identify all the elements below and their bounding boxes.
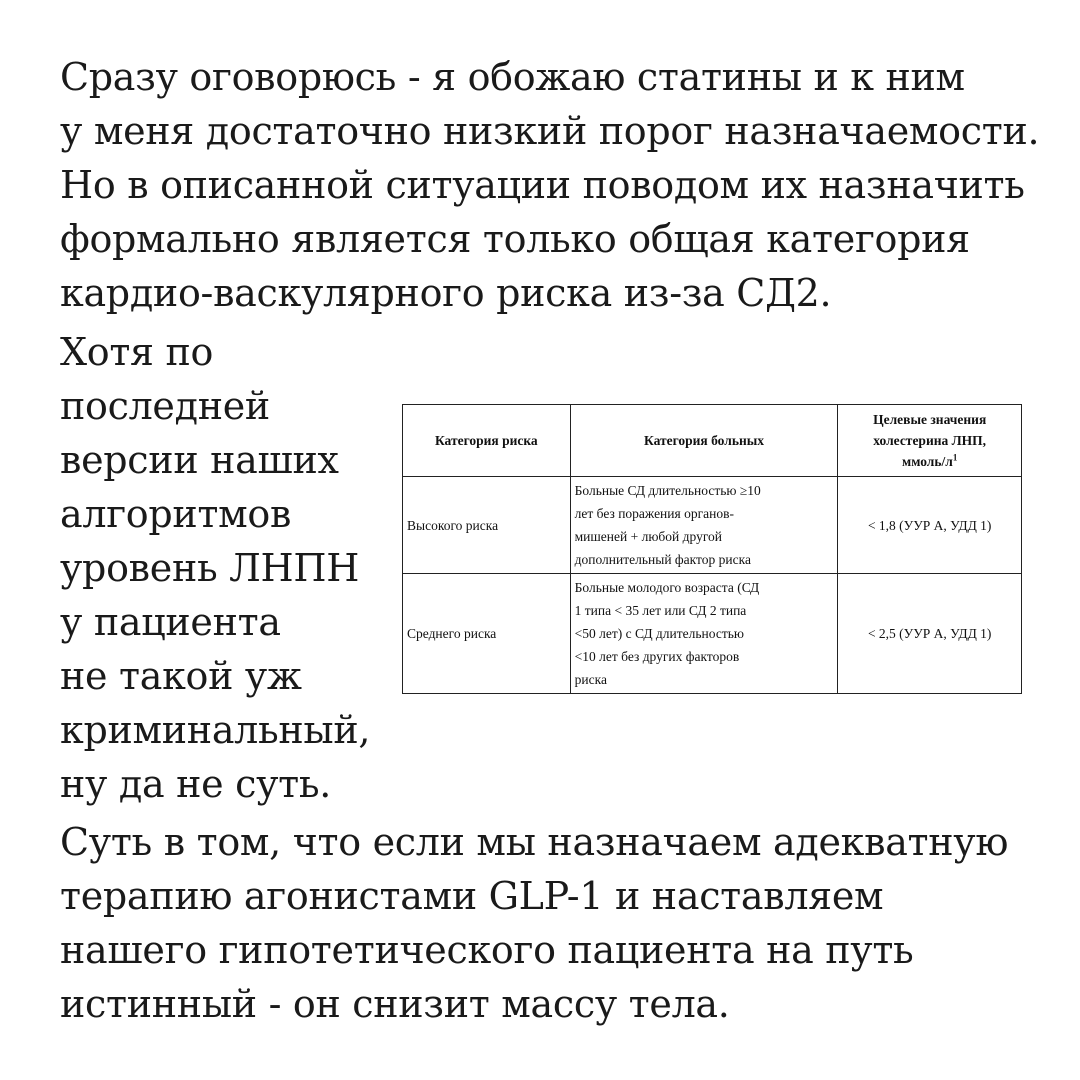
table-row	[403, 574, 1022, 694]
description-line: лет без поражения органов-	[574, 506, 734, 521]
description-line: мишеней + любой другой	[574, 529, 723, 544]
side-paragraph	[60, 325, 370, 811]
text-line: криминальный,	[60, 708, 371, 752]
header-ldl-target-unit	[842, 451, 1017, 472]
ldl-target-table	[402, 404, 1022, 694]
header-ldl-target-line: Целевые значения	[873, 412, 987, 427]
table-header-row	[403, 405, 1022, 477]
text-line: уровень ЛНПН	[60, 546, 360, 590]
target-cell: < 2,5 (УУР А, УДД 1)	[838, 574, 1022, 694]
text-line: у меня достаточно низкий порог назначаемости.	[60, 109, 1040, 153]
description-line: <10 лет без других факторов	[574, 649, 740, 664]
description-line: Больные СД длительностью ≥10	[574, 483, 761, 498]
target-cell: < 1,8 (УУР А, УДД 1)	[838, 477, 1022, 574]
footnote-marker: 1	[952, 452, 958, 463]
description-line: риска	[574, 672, 607, 687]
description-line: <50 лет) с СД длительностью	[574, 626, 744, 641]
risk-cell: Высокого риска	[403, 477, 571, 574]
header-ldl-target	[838, 405, 1022, 477]
risk-cell: Среднего риска	[403, 574, 571, 694]
header-ldl-target-line: холестерина ЛНП,	[873, 433, 987, 448]
description-cell	[570, 574, 838, 694]
text-line: истинный - он снизит массу тела.	[60, 982, 730, 1026]
text-line: ну да не суть.	[60, 762, 332, 806]
table-row	[403, 477, 1022, 574]
text-line: последней	[60, 384, 270, 428]
description-cell	[570, 477, 838, 574]
text-line: формально является только общая категория	[60, 217, 970, 261]
text-line: Но в описанной ситуации поводом их назначить	[60, 163, 1025, 207]
text-line: Суть в том, что если мы назначаем адекватную	[60, 820, 1009, 864]
description-line: 1 типа < 35 лет или СД 2 типа	[574, 603, 747, 618]
header-risk-category: Категория риска	[403, 405, 571, 477]
description-line: дополнительный фактор риска	[574, 552, 751, 567]
text-line: терапию агонистами GLP-1 и наставляем	[60, 874, 884, 918]
text-line: не такой уж	[60, 654, 302, 698]
text-line: Сразу оговорюсь - я обожаю статины и к ним	[60, 55, 965, 99]
intro-paragraph	[60, 50, 1039, 320]
text-line: версии наших	[60, 438, 339, 482]
text-line: нашего гипотетического пациента на путь	[60, 928, 914, 972]
text-line: алгоритмов	[60, 492, 292, 536]
conclusion-paragraph	[60, 815, 1008, 1031]
text-line: кардио-васкулярного риска из-за СД2.	[60, 271, 832, 315]
text-line: у пациента	[60, 600, 281, 644]
text-line: Хотя по	[60, 330, 214, 374]
unit-text: ммоль/л	[902, 454, 953, 469]
header-patient-category: Категория больных	[570, 405, 838, 477]
description-line: Больные молодого возраста (СД	[574, 580, 760, 595]
